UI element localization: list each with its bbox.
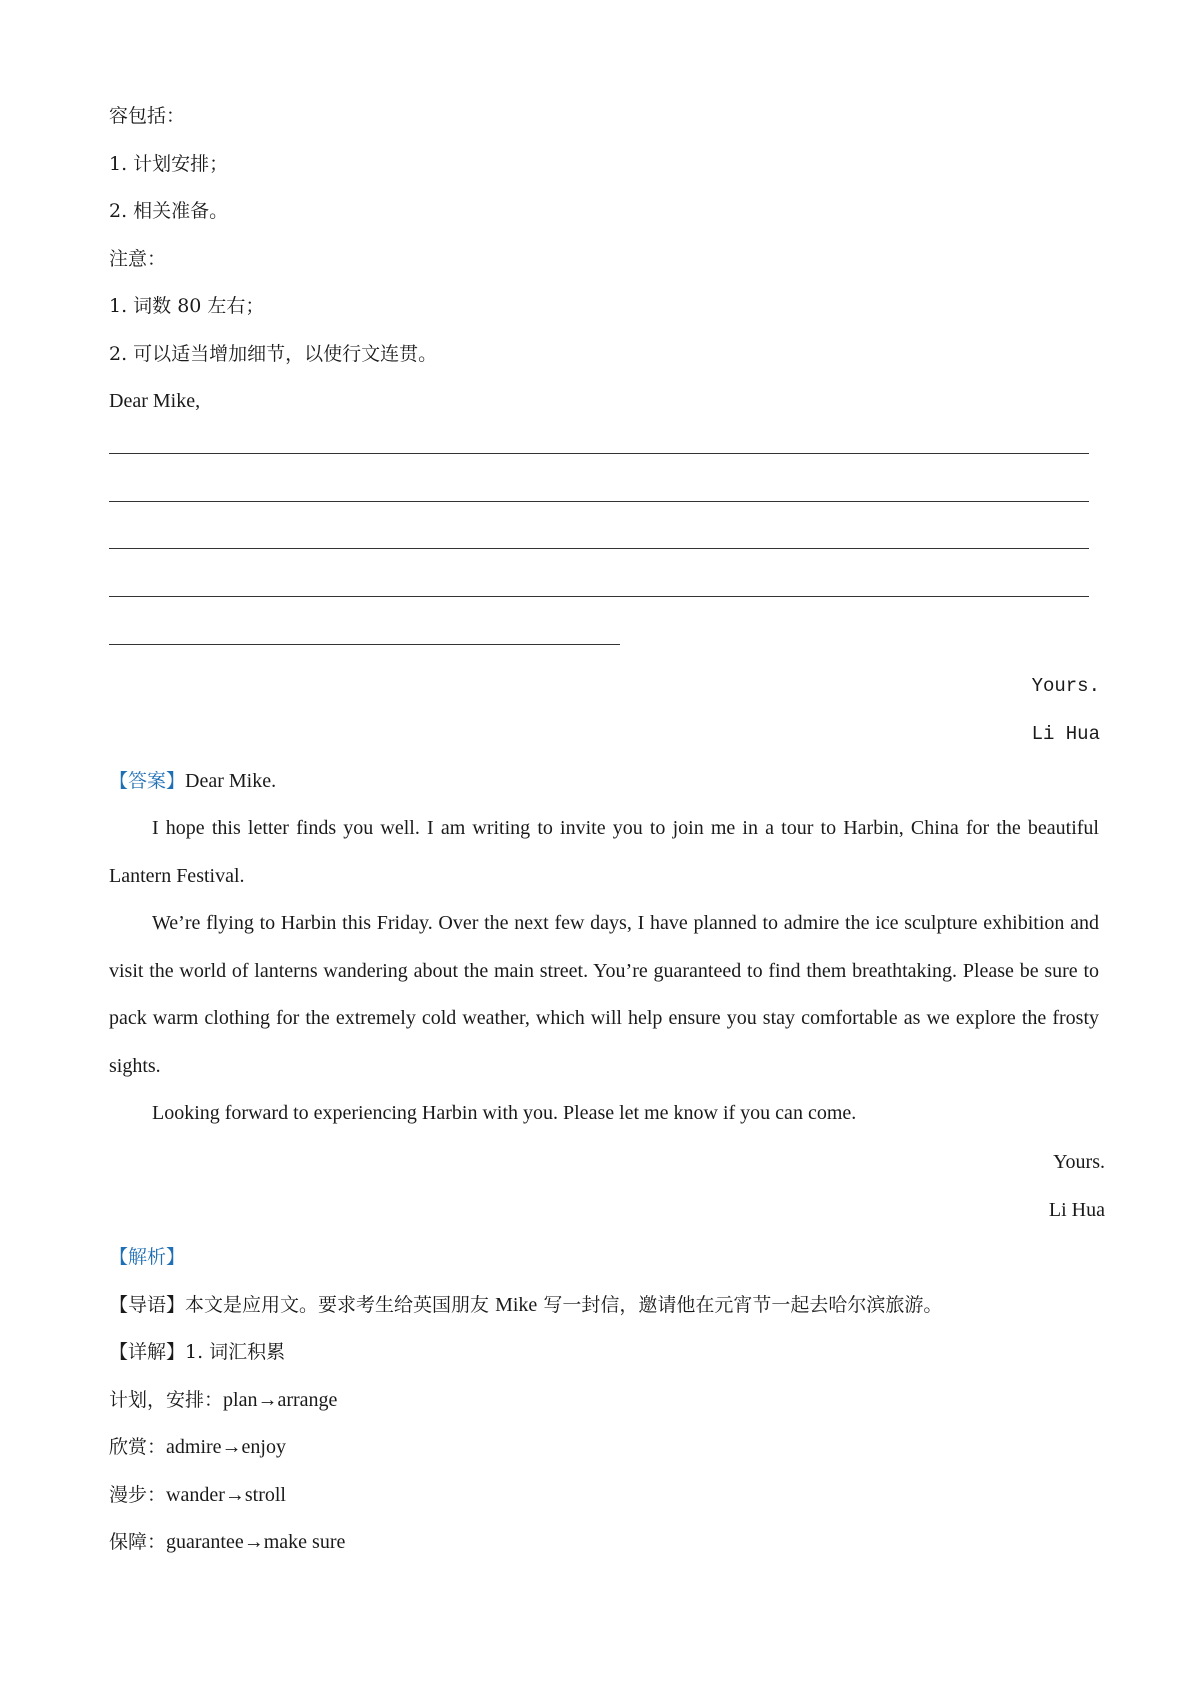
prompt-salutation: Dear Mike, bbox=[109, 390, 201, 412]
notes-label: 注意： bbox=[109, 248, 167, 270]
detail-label: 【详解】 bbox=[109, 1341, 186, 1363]
vocab-cn: 欣赏： bbox=[109, 1436, 167, 1458]
answer-closing: Yours. bbox=[1053, 1151, 1105, 1173]
prompt-signature: Li Hua bbox=[1031, 723, 1100, 745]
vocab-item bbox=[109, 1386, 337, 1414]
vocab-item bbox=[109, 1528, 345, 1556]
writing-blank-line bbox=[109, 644, 620, 645]
answer-heading bbox=[109, 767, 276, 795]
answer-label: 【答案】 bbox=[109, 770, 186, 792]
guide-text-1: 本文是应用文。要求考生给英国朋友 bbox=[185, 1294, 496, 1316]
answer-salutation: Dear Mike. bbox=[185, 770, 277, 792]
vocab-en: wander→stroll bbox=[166, 1484, 286, 1506]
vocab-en: admire→enjoy bbox=[166, 1436, 286, 1458]
content-item-2: 2. 相关准备。 bbox=[109, 200, 229, 222]
prompt-closing: Yours. bbox=[1031, 675, 1100, 697]
vocab-en: plan→arrange bbox=[223, 1389, 338, 1411]
writing-blank-line bbox=[109, 501, 1089, 502]
guide-name: Mike bbox=[495, 1294, 538, 1316]
vocab-item bbox=[109, 1481, 286, 1509]
vocab-en: guarantee→make sure bbox=[166, 1531, 346, 1553]
guide-label: 【导语】 bbox=[109, 1294, 186, 1316]
answer-signature: Li Hua bbox=[1048, 1199, 1105, 1221]
guide-line bbox=[109, 1291, 942, 1319]
vocab-cn: 漫步： bbox=[109, 1484, 167, 1506]
writing-blank-line bbox=[109, 453, 1089, 454]
answer-paragraph-2: We’re flying to Harbin this Friday. Over the next few days, I have planned to admire the ice sculpture exhibition and visit the world of lanterns wandering about the main street. You’re guaranteed to find them breathtaking. Please be sure to pack warm clothing for the extremely cold weather, which will help ensure you stay comfortable as we explore the frosty sights. bbox=[109, 912, 1099, 1077]
writing-blank-line bbox=[109, 596, 1089, 597]
content-item-1: 1. 计划安排； bbox=[109, 153, 229, 175]
note-item-1: 1. 词数 80 左右； bbox=[109, 295, 265, 317]
note-item-2: 2. 可以适当增加细节，以使行文连贯。 bbox=[109, 343, 438, 365]
writing-blank-line bbox=[109, 548, 1089, 549]
detail-heading: 1. 词汇积累 bbox=[185, 1341, 286, 1363]
answer-paragraph-1: I hope this letter finds you well. I am writing to invite you to join me in a tour to Harbin, China for the beautiful Lantern Festival. bbox=[109, 817, 1099, 887]
content-intro: 容包括： bbox=[109, 105, 186, 127]
answer-paragraph-3: Looking forward to experiencing Harbin with you. Please let me know if you can come. bbox=[152, 1102, 857, 1124]
vocab-cn: 保障： bbox=[109, 1531, 167, 1553]
vocab-item bbox=[109, 1433, 286, 1461]
vocab-cn: 计划，安排： bbox=[109, 1389, 224, 1411]
guide-text-2: 写一封信，邀请他在元宵节一起去哈尔滨旅游。 bbox=[537, 1294, 943, 1316]
analysis-label: 【解析】 bbox=[109, 1246, 186, 1268]
detail-line bbox=[109, 1338, 285, 1366]
